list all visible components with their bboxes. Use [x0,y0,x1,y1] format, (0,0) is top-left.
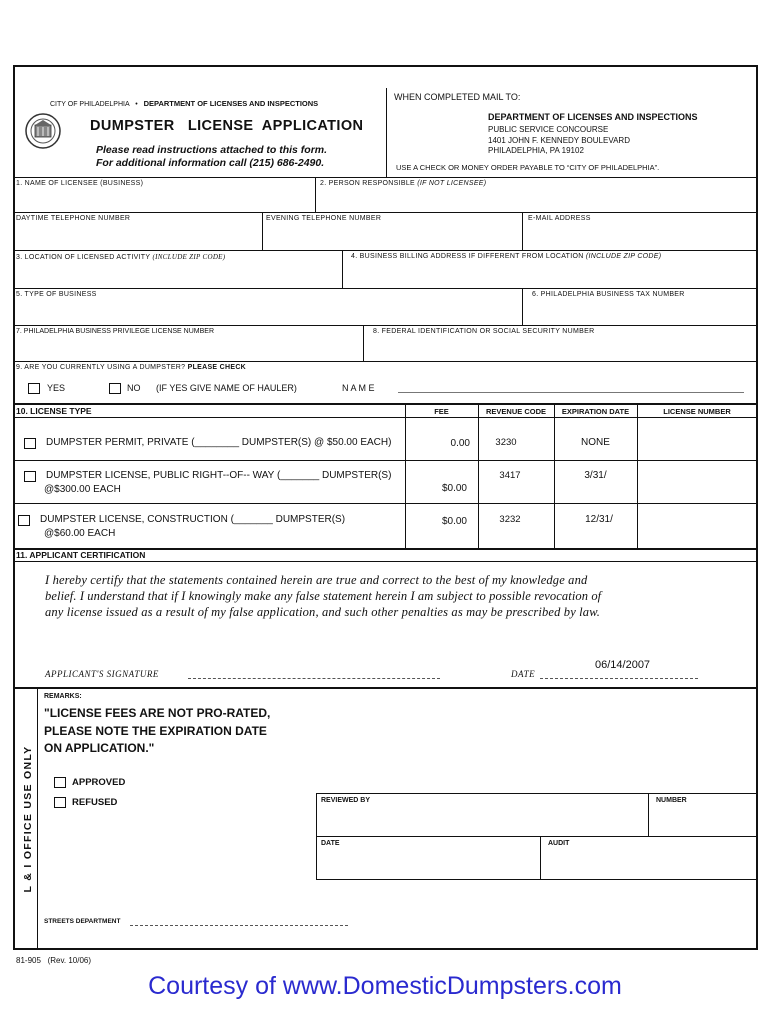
license-number-header: LICENSE NUMBER [663,407,731,416]
permit-private-expiration: NONE [581,437,610,448]
remarks-line-1: "LICENSE FEES ARE NOT PRO-RATED, [44,706,271,720]
tax-number-label: 6. PHILADELPHIA BUSINESS TAX NUMBER [532,291,685,298]
mail-address-line-2: 1401 JOHN F. KENNEDY BOULEVARD [488,136,630,145]
dumpster-question [16,364,246,371]
header-divider [386,88,387,178]
number-label: NUMBER [656,797,687,804]
license-construction-desc-1: DUMPSTER LICENSE, CONSTRUCTION (_______ DUMPSTER(S) [40,514,346,525]
business-type-field[interactable] [17,302,518,323]
expiration-date-header: EXPIRATION DATE [561,407,630,416]
email-label: E-MAIL ADDRESS [528,215,591,222]
department-name: DEPARTMENT OF LICENSES AND INSPECTIONS [143,99,319,108]
license-public-expiration: 3/31/ [584,470,607,481]
license-construction-code: 3232 [499,514,521,525]
permit-private-checkbox[interactable] [24,438,36,449]
streets-department-field[interactable] [130,925,348,926]
license-construction-license-number[interactable] [640,506,754,546]
licensee-name-field[interactable] [17,190,311,210]
courtesy-link[interactable]: Courtesy of www.DomesticDumpsters.com [148,972,622,1000]
please-check-text: PLEASE CHECK [187,364,247,371]
office-date-label: DATE [321,840,340,847]
license-public-license-number[interactable] [640,463,754,501]
mail-department: DEPARTMENT OF LICENSES AND INSPECTIONS [488,112,698,122]
person-responsible-field[interactable] [320,190,754,210]
license-construction-checkbox[interactable] [18,515,30,526]
date-field[interactable] [540,678,698,679]
license-construction-expiration: 12/31/ [585,514,613,525]
city-seal [24,112,62,150]
permit-private-license-number[interactable] [640,420,754,458]
separator-bullet: • [135,101,138,108]
number-field[interactable] [652,807,754,833]
evening-phone-field[interactable] [266,226,518,248]
audit-label: AUDIT [548,840,570,847]
license-construction-fee: $0.00 [441,516,467,527]
evening-phone-label: EVENING TELEPHONE NUMBER [266,215,382,222]
email-field[interactable] [528,226,754,248]
mail-address-line-1: PUBLIC SERVICE CONCOURSE [488,125,609,134]
permit-private-code: 3230 [495,437,517,448]
remarks-line-2: PLEASE NOTE THE EXPIRATION DATE [44,724,267,738]
audit-field[interactable] [545,850,754,876]
instructions-line-1: Please read instructions attached to this form. [96,144,328,156]
approved-checkbox[interactable] [54,777,66,788]
location-label-text: 3. LOCATION OF LICENSED ACTIVITY [16,254,151,261]
date-label: DATE [511,669,536,679]
signature-label: APPLICANT'S SIGNATURE [45,669,159,679]
instructions-line-2: For additional information call (215) 686-2490. [96,157,325,169]
certification-text-1: I hereby certify that the statements contained herein are true and correct to the best of my knowledge and [45,573,588,587]
license-construction-desc-2: @$60.00 EACH [44,528,116,539]
person-responsible-note: (IF NOT LICENSEE) [417,180,487,187]
license-public-desc-1: DUMPSTER LICENSE, PUBLIC RIGHT--OF-- WAY (_______ DUMPSTER(S) [46,470,392,481]
streets-department-label: STREETS DEPARTMENT [44,918,121,925]
payable-note: USE A CHECK OR MONEY ORDER PAYABLE TO “CITY OF PHILADELPHIA”. [396,163,660,172]
certification-title: 11. APPLICANT CERTIFICATION [16,550,146,560]
daytime-phone-field[interactable] [17,226,258,248]
office-date-field[interactable] [321,850,536,876]
licensee-name-label: 1. NAME OF LICENSEE (BUSINESS) [16,180,144,187]
federal-id-label: 8. FEDERAL IDENTIFICATION OR SOCIAL SECURITY NUMBER [373,328,595,335]
refused-label: REFUSED [72,797,118,808]
billing-address-text: 4. BUSINESS BILLING ADDRESS IF DIFFERENT FROM LOCATION [351,253,584,260]
privilege-license-field[interactable] [17,339,359,359]
yes-label: YES [47,383,66,393]
mail-address-line-3: PHILADELPHIA, PA 19102 [488,146,584,155]
location-field[interactable] [17,264,338,286]
permit-private-fee: 0.00 [450,438,470,449]
no-label: NO [127,383,141,393]
form-number: 81-905 (Rev. 10/06) [16,956,92,965]
billing-address-field[interactable] [351,264,754,286]
license-public-code: 3417 [499,470,521,481]
location-label [16,253,225,261]
remarks-line-3: ON APPLICATION." [44,741,155,755]
revenue-code-header: REVENUE CODE [485,407,546,416]
form-title: DUMPSTER LICENSE APPLICATION [90,118,364,134]
city-name: CITY OF PHILADELPHIA [50,101,130,108]
approved-label: APPROVED [72,777,126,788]
hauler-note: (IF YES GIVE NAME OF HAULER) [156,383,297,393]
business-type-label: 5. TYPE OF BUSINESS [16,291,97,298]
license-public-desc-2: @$300.00 EACH [44,484,121,495]
remarks-label: REMARKS: [44,693,82,700]
billing-address-label [351,253,661,260]
mail-to-label: WHEN COMPLETED MAIL TO: [394,92,521,102]
permit-private-desc: DUMPSTER PERMIT, PRIVATE (________ DUMPSTER(S) @ $50.00 EACH) [46,437,392,448]
city-department-line [50,99,318,108]
dumpster-question-text: 9. ARE YOU CURRENTLY USING A DUMPSTER? [16,364,186,371]
hauler-name-label: N A M E [342,383,375,393]
daytime-phone-label: DAYTIME TELEPHONE NUMBER [16,215,131,222]
reviewed-by-field[interactable] [321,807,643,833]
billing-address-note: (INCLUDE ZIP CODE) [585,253,662,260]
signature-field[interactable] [188,678,440,679]
location-label-note: (INCLUDE ZIP CODE) [152,253,226,261]
yes-checkbox[interactable] [28,383,40,394]
reviewed-by-label: REVIEWED BY [321,797,371,804]
no-checkbox[interactable] [109,383,121,394]
office-use-side-label: L & I OFFICE USE ONLY [22,745,34,893]
privilege-license-label: 7. PHILADELPHIA BUSINESS PRIVILEGE LICENSE NUMBER [16,328,215,335]
fee-header: FEE [434,407,449,416]
certification-text-2: belief. I understand that if I knowingly make any false statement herein I am subject to possible revocation of [45,589,602,603]
person-responsible-label [320,180,486,187]
signature-date-value: 06/14/2007 [595,659,651,671]
tax-number-field[interactable] [528,302,754,323]
license-public-fee: $0.00 [441,483,467,494]
hauler-name-field[interactable] [398,392,744,393]
certification-text-3: any license issued as a result of my false application, and such other penalties as may be prescribed by law. [45,605,601,619]
license-type-title: 10. LICENSE TYPE [16,406,92,416]
license-public-checkbox[interactable] [24,471,36,482]
refused-checkbox[interactable] [54,797,66,808]
person-responsible-text: 2. PERSON RESPONSIBLE [320,180,415,187]
federal-id-field[interactable] [370,339,754,359]
